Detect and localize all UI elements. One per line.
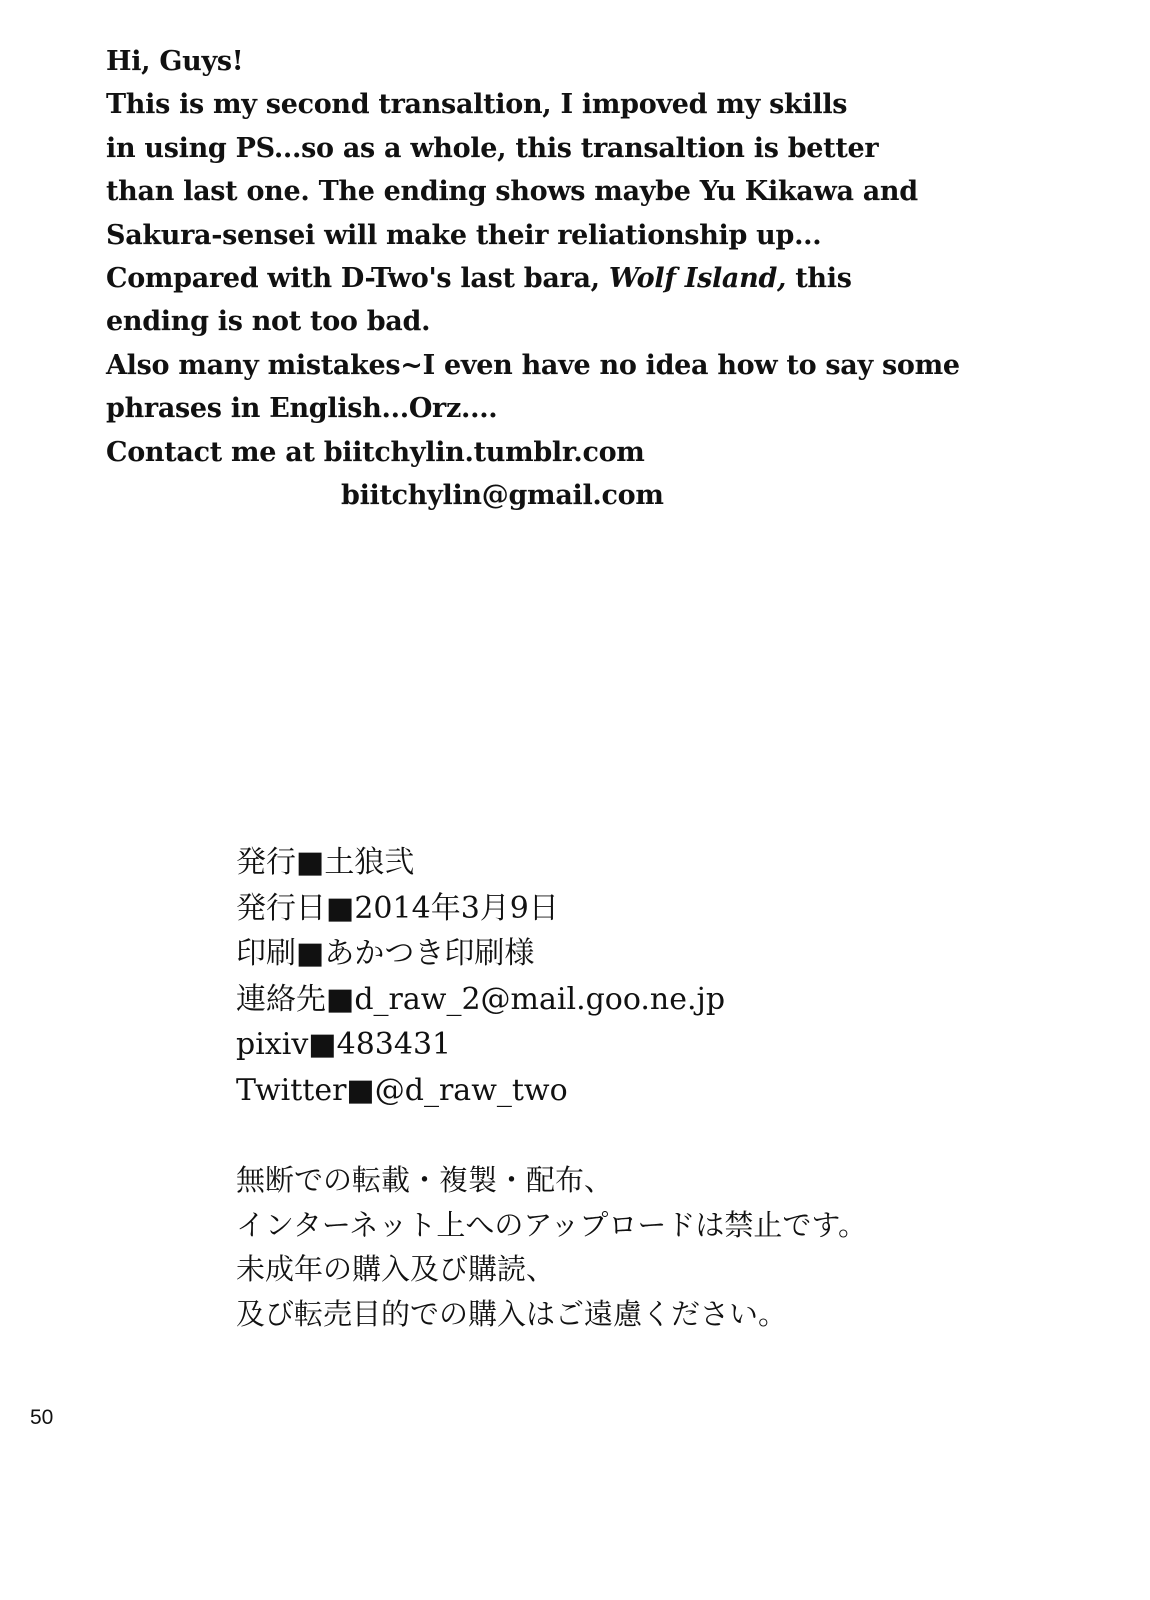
page-number: 50 xyxy=(30,1406,54,1429)
note-title-italic: Wolf Island, xyxy=(608,263,787,295)
copyright-notice xyxy=(236,1158,867,1336)
translator-note xyxy=(106,40,1106,517)
note-line: phrases in English...Orz.... xyxy=(106,393,498,425)
colophon-date: 発行日■2014年3月9日 xyxy=(236,890,559,926)
note-comparison-text: Compared with D-Two's last bara, xyxy=(106,263,609,295)
colophon-publisher: 発行■土狼弐 xyxy=(236,845,415,880)
colophon-printer: 印刷■あかつき印刷様 xyxy=(236,936,535,971)
colophon xyxy=(236,840,725,1113)
note-contact-tumblr: Contact me at biitchylin.tumblr.com xyxy=(106,436,645,468)
note-line: Also many mistakes~I even have no idea how to say some xyxy=(106,349,960,381)
note-line: than last one. The ending shows maybe Yu Kikawa and xyxy=(106,176,918,208)
note-line: ending is not too bad. xyxy=(106,306,431,338)
notice-line: 未成年の購入及び購読、 xyxy=(236,1252,556,1286)
note-greeting: Hi, Guys! xyxy=(106,46,244,77)
colophon-twitter: Twitter■@d_raw_two xyxy=(236,1072,568,1108)
colophon-pixiv: pixiv■483431 xyxy=(236,1027,452,1062)
notice-line: 無断での転載・複製・配布、 xyxy=(236,1163,614,1197)
note-line: in using PS...so as a whole, this transaltion is better xyxy=(106,132,879,164)
notice-line: インターネット上へのアップロードは禁止です。 xyxy=(236,1207,868,1242)
notice-line: 及び転売目的での購入はご遠慮ください。 xyxy=(236,1296,788,1331)
note-line-comparison xyxy=(106,257,1106,300)
note-line: Sakura-sensei will make their reliationship up... xyxy=(106,219,822,251)
note-comparison-text-end: this xyxy=(786,263,852,295)
note-line: This is my second transaltion, I impoved my skills xyxy=(106,89,848,121)
note-contact-email: biitchylin@gmail.com xyxy=(341,480,664,512)
colophon-contact: 連絡先■d_raw_2@mail.goo.ne.jp xyxy=(236,981,726,1017)
